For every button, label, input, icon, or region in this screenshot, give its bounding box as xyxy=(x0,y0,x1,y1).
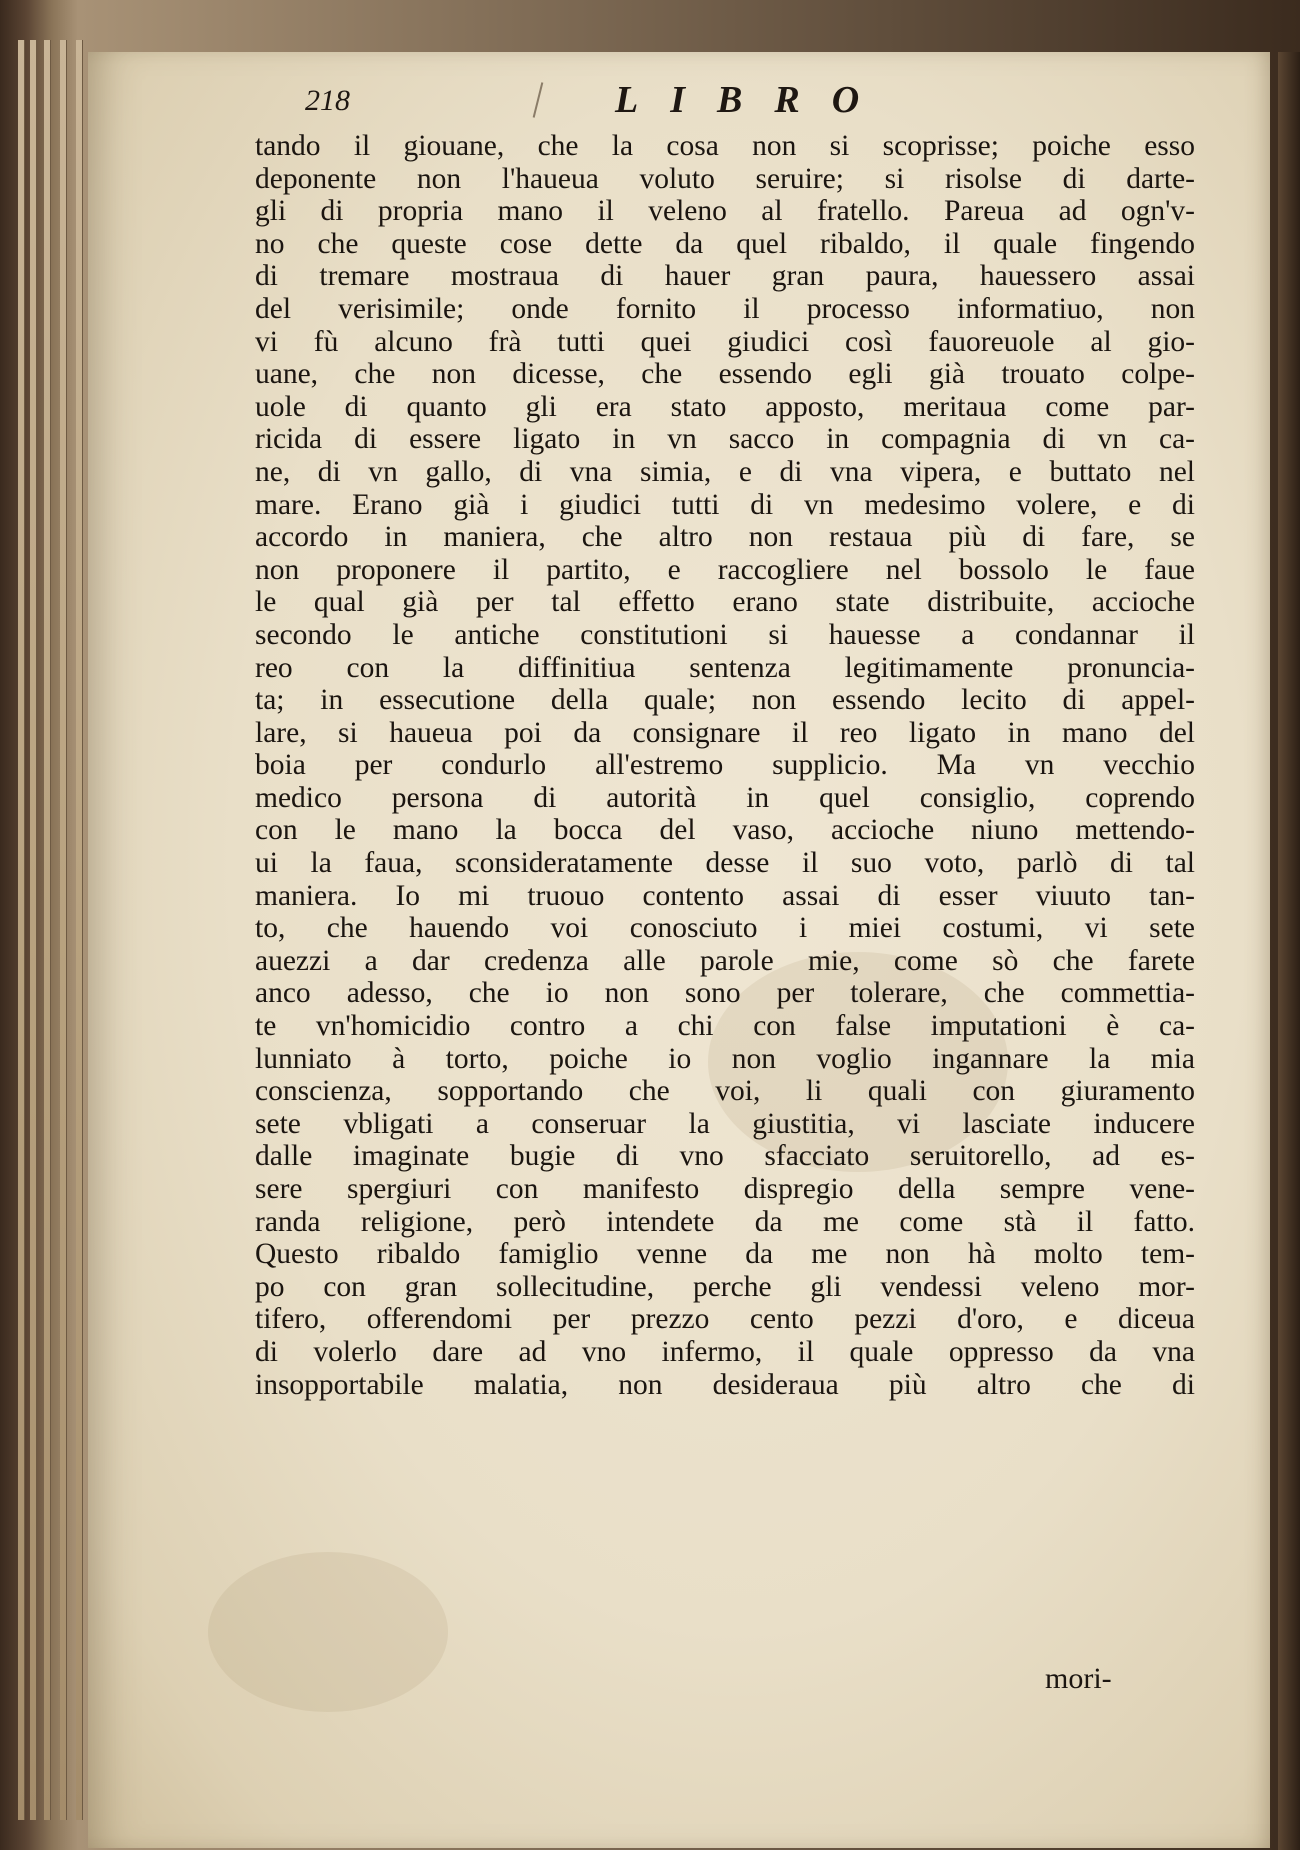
text-line: di tremare mostraua di hauer gran paura, hauessero assai xyxy=(255,260,1195,293)
text-line: boia per condurlo all'estremo supplicio. Ma vn vecchio xyxy=(255,749,1195,782)
next-page-edge xyxy=(1278,52,1300,1850)
text-line: sete vbligati a conseruar la giustitia, vi lasciate inducere xyxy=(255,1107,1195,1140)
text-line: vi fù alcuno frà tutti quei giudici così fauoreuole al gio- xyxy=(255,325,1195,358)
text-line: secondo le antiche constitutioni si hauesse a condannar il xyxy=(255,618,1195,651)
running-head: LIBRO xyxy=(615,79,892,121)
text-line: le qual già per tal effetto erano state distribuite, accioche xyxy=(255,586,1195,619)
text-line: sere spergiuri con manifesto dispregio della sempre vene- xyxy=(255,1173,1195,1205)
page-edge xyxy=(60,40,67,1820)
page-edge xyxy=(30,40,37,1820)
text-line: dalle imaginate bugie di vno sfacciato seruitorello, ad es- xyxy=(255,1140,1195,1173)
text-line: medico persona di autorità in quel consiglio, coprendo xyxy=(255,781,1195,814)
text-line: po con gran sollecitudine, perche gli vendessi veleno mor- xyxy=(255,1270,1195,1303)
text-line: deponente non l'haueua voluto seruire; si risolse di darte- xyxy=(255,162,1195,195)
text-line: maniera. Io mi truouo contento assai di esser viuuto tan- xyxy=(255,879,1195,912)
text-line: di volerlo dare ad vno infermo, il quale oppresso da vna xyxy=(255,1335,1195,1368)
page-header xyxy=(215,78,1115,130)
body-text xyxy=(255,130,1195,1401)
text-line: te vn'homicidio contro a chi con false imputationi è ca- xyxy=(255,1010,1195,1043)
text-line: con le mano la bocca del vaso, accioche niuno mettendo- xyxy=(255,814,1195,847)
text-line: lare, si haueua poi da consignare il reo ligato in mano del xyxy=(255,716,1195,749)
text-line: anco adesso, che io non sono per tolerare, che commettia- xyxy=(255,977,1195,1010)
folio-number: 218 xyxy=(305,84,350,117)
text-line: randa religione, però intendete da me come stà il fatto. xyxy=(255,1205,1195,1238)
text-line: ui la faua, sconsideratamente desse il suo voto, parlò di tal xyxy=(255,847,1195,880)
text-line: ta; in essecutione della quale; non essendo lecito di appel- xyxy=(255,684,1195,717)
text-line: conscienza, sopportando che voi, li quali con giuramento xyxy=(255,1075,1195,1108)
text-line: Questo ribaldo famiglio venne da me non hà molto tem- xyxy=(255,1238,1195,1271)
text-line: tando il giouane, che la cosa non si scoprisse; poiche esso xyxy=(255,130,1195,162)
page-edge xyxy=(76,40,83,1820)
text-line: del verisimile; onde fornito il processo informatiuo, non xyxy=(255,292,1195,325)
text-line: uole di quanto gli era stato apposto, meritaua come par- xyxy=(255,390,1195,423)
paper-stain xyxy=(208,1552,448,1712)
text-line: no che queste cose dette da quel ribaldo, il quale fingendo xyxy=(255,227,1195,260)
text-line: to, che hauendo voi conosciuto i miei costumi, vi sete xyxy=(255,912,1195,945)
ink-mark xyxy=(533,82,544,117)
text-line: lunniato à torto, poiche io non voglio ingannare la mia xyxy=(255,1042,1195,1075)
catchword: mori- xyxy=(1045,1662,1112,1695)
page-edge xyxy=(44,40,51,1820)
text-line: non proponere il partito, e raccogliere nel bossolo le faue xyxy=(255,553,1195,586)
text-line: tifero, offerendomi per prezzo cento pezzi d'oro, e diceua xyxy=(255,1303,1195,1336)
text-line: accordo in maniera, che altro non restaua più di fare, se xyxy=(255,521,1195,554)
text-line: ricida di essere ligato in vn sacco in compagnia di vn ca- xyxy=(255,423,1195,456)
text-line: mare. Erano già i giudici tutti di vn medesimo volere, e di xyxy=(255,488,1195,521)
text-line: ne, di vn gallo, di vna simia, e di vna vipera, e buttato nel xyxy=(255,455,1195,488)
text-line: gli di propria mano il veleno al fratello. Pareua ad ogn'v- xyxy=(255,195,1195,228)
text-line: auezzi a dar credenza alle parole mie, come sò che farete xyxy=(255,944,1195,977)
text-line: insopportabile malatia, non desideraua più altro che di xyxy=(255,1368,1195,1401)
text-line: uane, che non dicesse, che essendo egli già trouato colpe- xyxy=(255,358,1195,391)
page-edge xyxy=(18,40,25,1820)
text-line: reo con la diffinitiua sentenza legitimamente pronuncia- xyxy=(255,651,1195,684)
